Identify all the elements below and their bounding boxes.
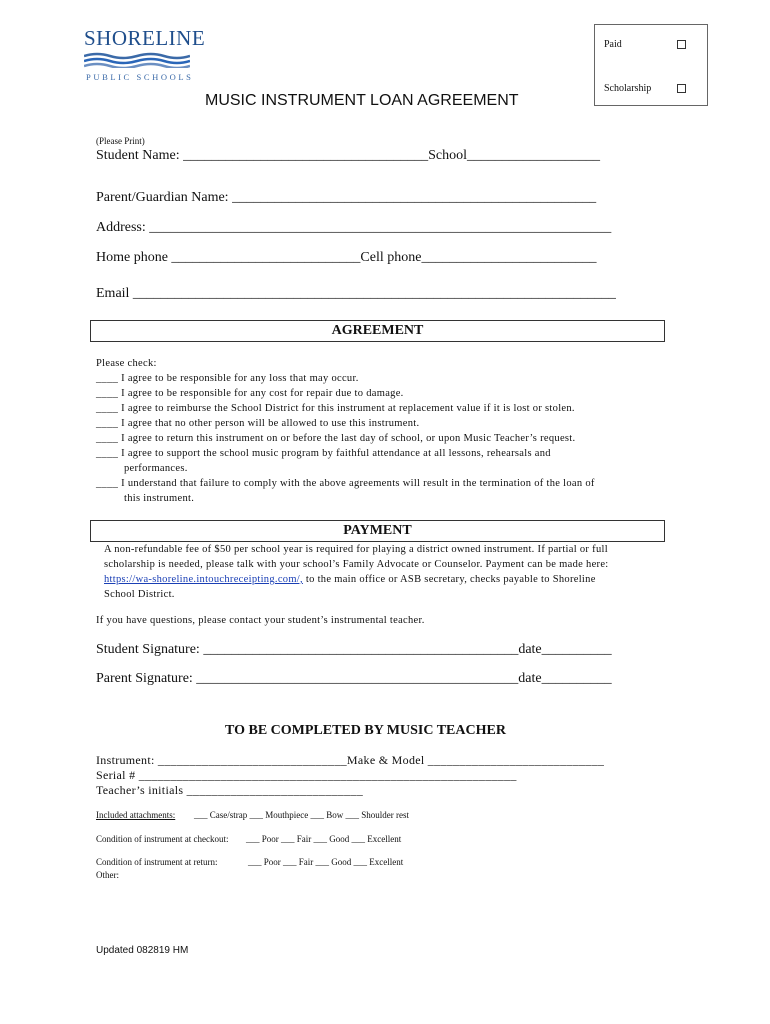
- agreement-item[interactable]: ____ I agree to reimburse the School District for this instrument at replacement value if it is lost or stolen.: [96, 403, 575, 414]
- agreement-heading: AGREEMENT: [90, 320, 665, 342]
- agreement-item-continued: performances.: [124, 463, 188, 474]
- attachments-options[interactable]: ___ Case/strap ___ Mouthpiece ___ Bow ___ Shoulder rest: [194, 810, 409, 820]
- student-signature-field[interactable]: Student Signature: _____________________________________________date__________: [96, 642, 612, 657]
- updated-footer: Updated 082819 HM: [96, 945, 189, 956]
- paid-label: Paid: [604, 39, 622, 50]
- agreement-item[interactable]: ____ I agree to be responsible for any loss that may occur.: [96, 373, 359, 384]
- agreement-item-continued: this instrument.: [124, 493, 195, 504]
- paid-checkbox[interactable]: [677, 40, 686, 49]
- payment-heading: PAYMENT: [90, 520, 665, 542]
- page-title: MUSIC INSTRUMENT LOAN AGREEMENT: [205, 92, 519, 109]
- teacher-initials-field[interactable]: Teacher’s initials ____________________________: [96, 783, 364, 797]
- email-field[interactable]: Email _____________________________________________________________________: [96, 286, 616, 301]
- logo-wave-icon: [84, 52, 190, 68]
- return-condition-options[interactable]: ___ Poor ___ Fair ___ Good ___ Excellent: [248, 857, 404, 867]
- attachments-label: Included attachments:: [96, 810, 176, 820]
- please-print-note: (Please Print): [96, 136, 145, 146]
- agreement-intro: Please check:: [96, 358, 157, 369]
- payment-text-rest: to the main office or ASB secretary, checks payable to Shoreline: [302, 574, 596, 585]
- agreement-item[interactable]: ____ I agree to be responsible for any cost for repair due to damage.: [96, 388, 404, 399]
- payment-text-line: [104, 574, 596, 585]
- status-box: [594, 24, 708, 106]
- checkout-condition-options[interactable]: ___ Poor ___ Fair ___ Good ___ Excellent: [246, 834, 402, 844]
- scholarship-checkbox[interactable]: [677, 84, 686, 93]
- phone-fields[interactable]: Home phone ___________________________Cell phone_________________________: [96, 250, 597, 265]
- payment-text-line: A non-refundable fee of $50 per school year is required for playing a district owned instrument. If partial or full: [104, 544, 608, 555]
- logo-name: SHORELINE: [84, 26, 206, 50]
- logo-subtitle: PUBLIC SCHOOLS: [86, 72, 194, 82]
- teacher-section-heading: TO BE COMPLETED BY MUSIC TEACHER: [225, 723, 506, 738]
- student-name-field[interactable]: Student Name: ___________________________________School___________________: [96, 148, 600, 163]
- scholarship-label: Scholarship: [604, 83, 652, 94]
- parent-name-field[interactable]: Parent/Guardian Name: ____________________________________________________: [96, 190, 597, 205]
- payment-link[interactable]: https://wa-shoreline.intouchreceipting.com/,: [104, 574, 303, 585]
- payment-text-line: School District.: [104, 589, 175, 600]
- agreement-item[interactable]: ____ I agree that no other person will be allowed to use this instrument.: [96, 418, 420, 429]
- agreement-item[interactable]: ____ I agree to support the school music program by faithful attendance at all lessons, rehearsals and: [96, 448, 551, 459]
- checkout-condition-label: Condition of instrument at checkout:: [96, 834, 229, 844]
- payment-text-line: scholarship is needed, please talk with your school’s Family Advocate or Counselor. Payment can be made here:: [104, 559, 609, 570]
- questions-note: If you have questions, please contact your student’s instrumental teacher.: [96, 615, 425, 626]
- agreement-item[interactable]: ____ I agree to return this instrument on or before the last day of school, or upon Music Teacher’s request.: [96, 433, 576, 444]
- address-field[interactable]: Address: __________________________________________________________________: [96, 220, 612, 235]
- serial-field[interactable]: Serial # ____________________________________________________________: [96, 768, 517, 782]
- return-condition-label: Condition of instrument at return:: [96, 857, 218, 867]
- agreement-item[interactable]: ____ I understand that failure to comply with the above agreements will result in the termination of the loan of: [96, 478, 595, 489]
- parent-signature-field[interactable]: Parent Signature: ______________________________________________date__________: [96, 671, 612, 686]
- instrument-field[interactable]: Instrument: ______________________________Make & Model ____________________________: [96, 753, 605, 767]
- other-label: Other:: [96, 870, 119, 880]
